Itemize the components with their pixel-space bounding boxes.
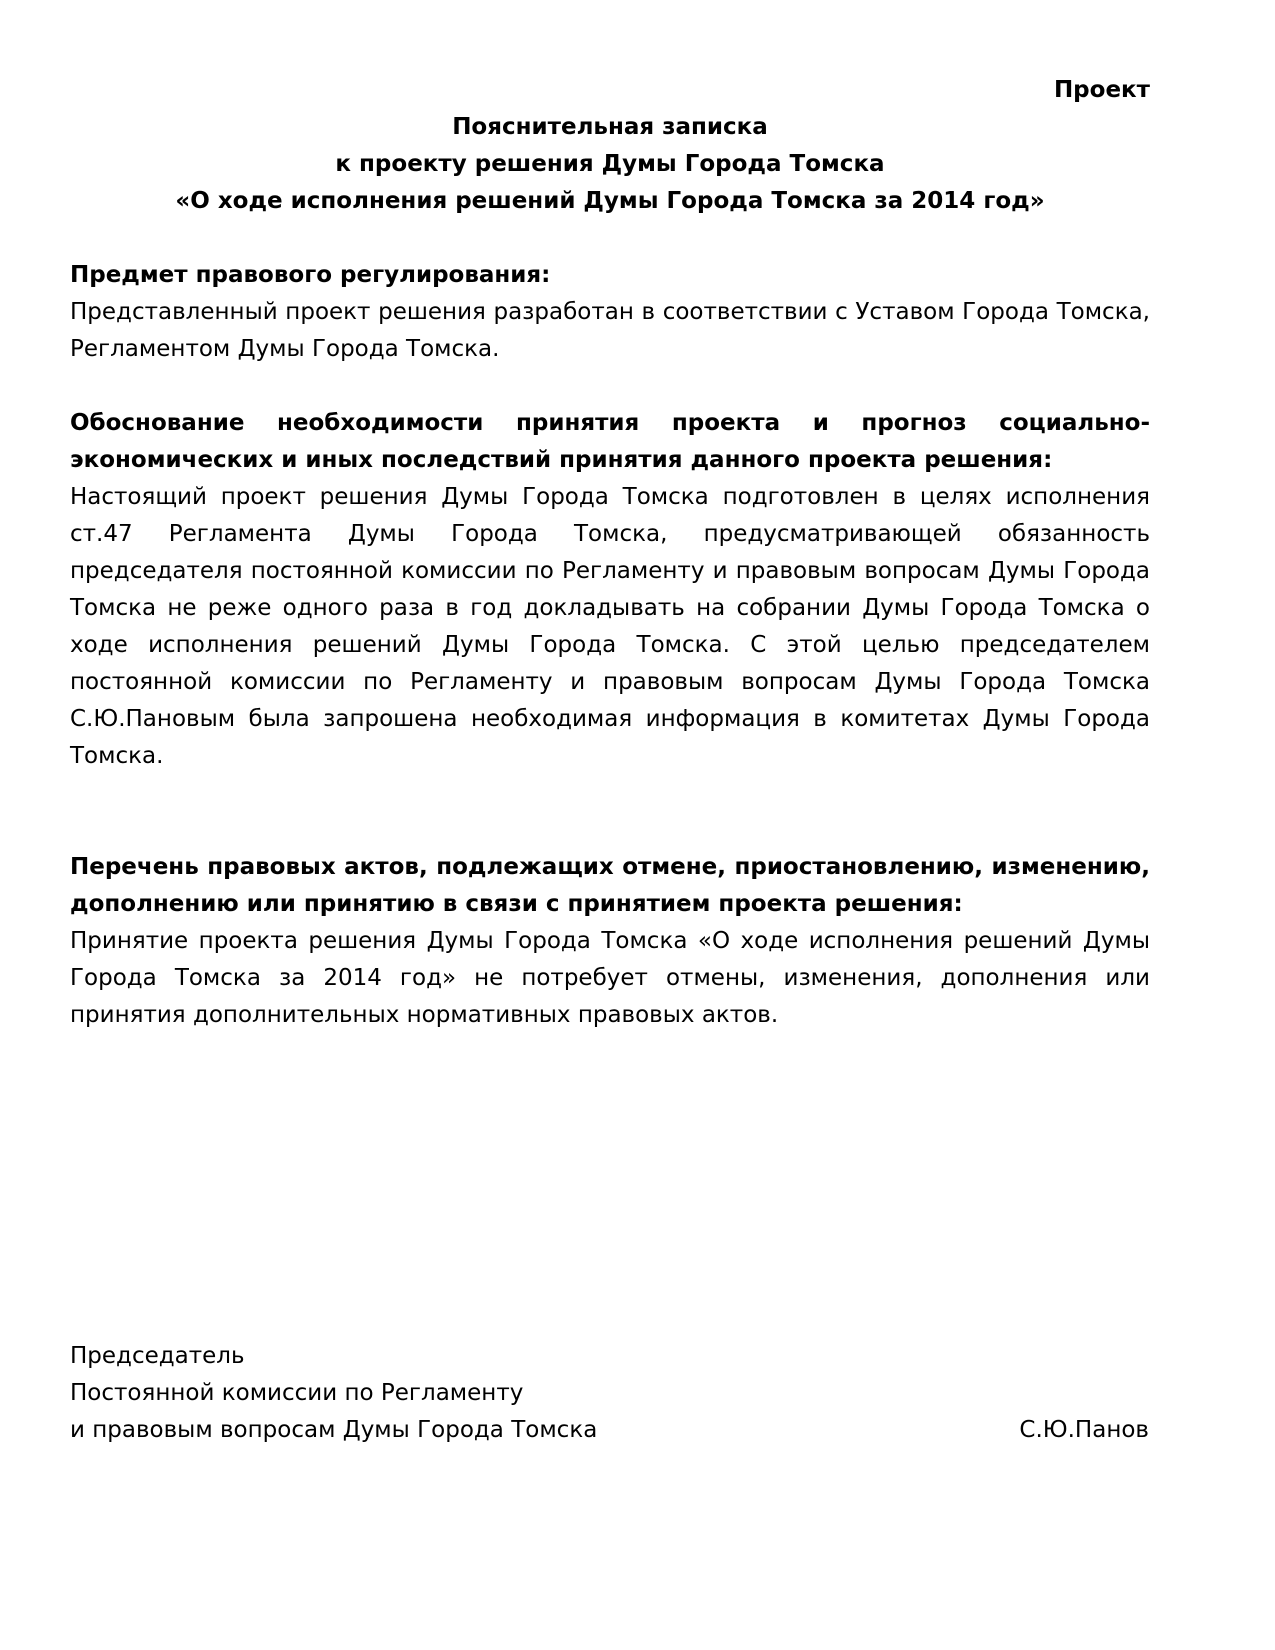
spacer [70, 220, 1150, 257]
draft-stamp: Проект [1053, 77, 1150, 103]
signature-row-1 [70, 1338, 1150, 1375]
section-subject [70, 257, 1150, 368]
heading-line-3: «О ходе исполнения решений Думы Города Томска за 2014 год» [175, 188, 1045, 214]
signature-block [70, 1338, 1150, 1449]
spacer [70, 775, 1150, 849]
section-acts-list-body: Принятие проекта решения Думы Города Томска «О ходе исполнения решений Думы Города Томска за 2014 год» не потребует отмены, изменения, дополнения или принятия дополнительных нормативных правовых актов. [70, 928, 1150, 1028]
signature-position-line-1: Председатель [70, 1343, 245, 1369]
heading-line-2: к проекту решения Думы Города Томска [335, 151, 885, 177]
signature-position-line-3: и правовым вопросам Думы Города Томска [70, 1417, 598, 1443]
spacer [70, 368, 1150, 405]
signature-position-line-2: Постоянной комиссии по Регламенту [70, 1380, 524, 1406]
signature-row-3 [70, 1412, 1150, 1449]
section-acts-list [70, 849, 1150, 1034]
section-acts-list-title: Перечень правовых актов, подлежащих отмене, приостановлению, изменению, дополнению или принятию в связи с принятием проекта решения: [70, 854, 1150, 917]
section-justification-title: Обоснование необходимости принятия проекта и прогноз социально-экономических и иных последствий принятия данного проекта решения: [70, 410, 1150, 473]
section-justification-body: Настоящий проект решения Думы Города Томска подготовлен в целях исполнения ст.47 Регламента Думы Города Томска, предусматривающей обязанность председателя постоянной комиссии по Регламенту и правовым вопросам Думы Города Томска не реже одного раза в год докладывать на собрании Думы Города Томска о ходе исполнения решений Думы Города Томска. С этой целью председателем постоянной комиссии по Регламенту и правовым вопросам Думы Города Томска С.Ю.Пановым была запрошена необходимая информация в комитетах Думы Города Томска. [70, 484, 1150, 769]
document-heading [70, 109, 1150, 220]
heading-line-1: Пояснительная записка [452, 114, 768, 140]
signatory-name: С.Ю.Панов [1019, 1417, 1149, 1443]
signature-row-2 [70, 1375, 1150, 1412]
section-justification [70, 405, 1150, 775]
section-subject-title: Предмет правового регулирования: [70, 262, 551, 288]
section-subject-body: Представленный проект решения разработан в соответствии с Уставом Города Томска, Регламентом Думы Города Томска. [70, 299, 1150, 362]
